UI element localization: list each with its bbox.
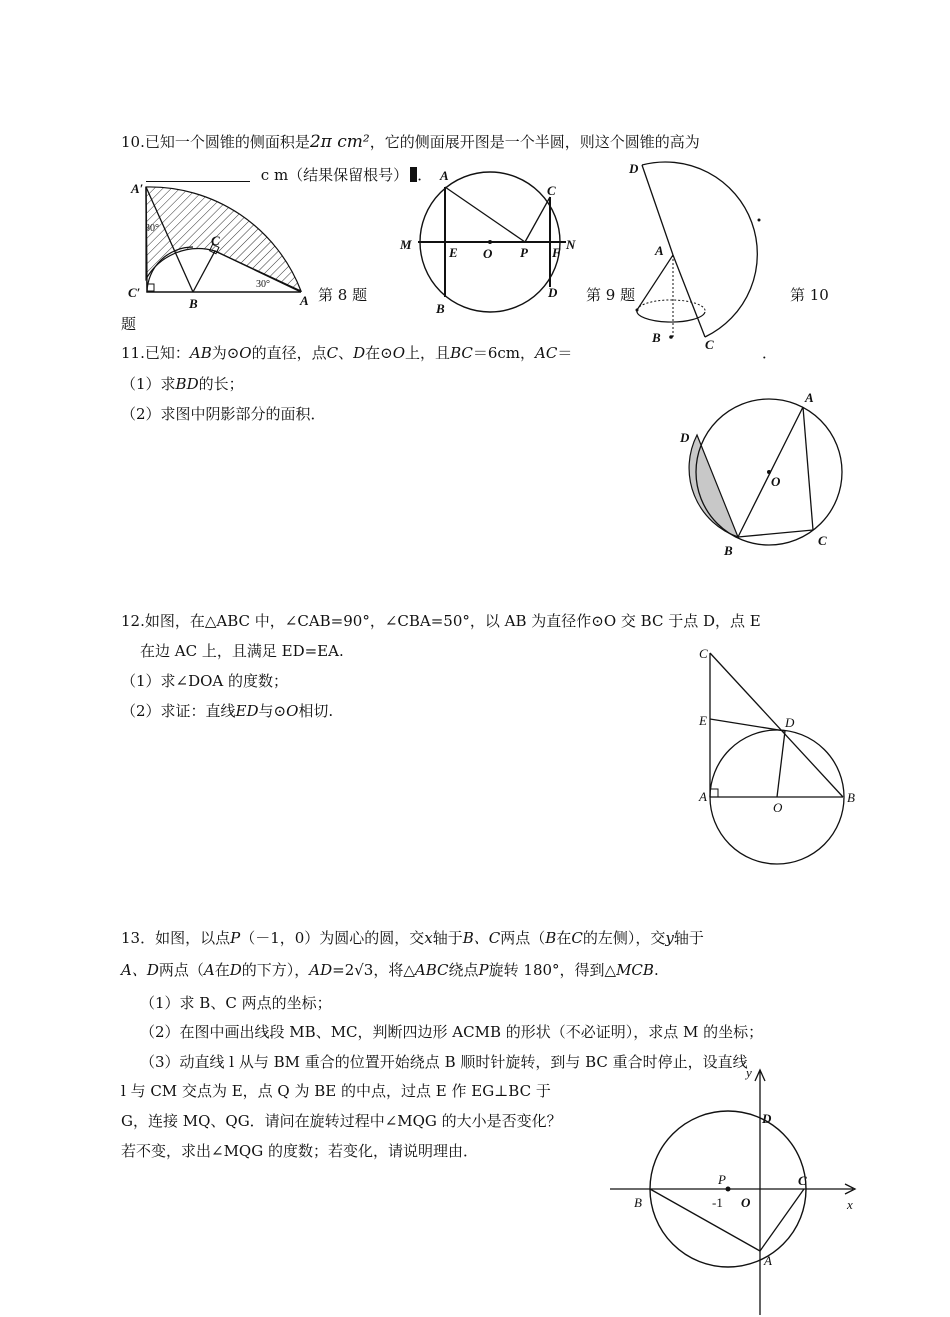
q13-l1-c: 轴于 — [432, 929, 463, 947]
fig13-label-B: B — [634, 1195, 642, 1210]
q13-l2-b: 在 — [214, 961, 230, 979]
q12-part2-c: 相切. — [298, 702, 334, 720]
q12-part2 — [121, 701, 333, 721]
q13-l1-bc: B、C — [462, 929, 501, 947]
q13-l2-d: ，将△ — [373, 961, 415, 979]
fig13-label-A: A — [764, 1253, 772, 1268]
fig13-label-x: x — [847, 1197, 853, 1212]
q13-l2-ad: A、D — [121, 961, 159, 979]
q13-part3-line1: （3）动直线 l 从与 BM 重合的位置开始绕点 B 顺时针旋转，到与 BC 重合时停止，设直线 — [140, 1053, 748, 1071]
fig11-label-D: D — [680, 430, 690, 445]
fig12-label-D: D — [785, 715, 795, 730]
fig12-label-B: B — [847, 790, 855, 805]
q13-l2-eq: =2√3 — [332, 961, 374, 979]
q13-l2-p: P — [478, 961, 489, 979]
fig11-label-B: B — [724, 543, 733, 558]
fig10-label-C: C — [705, 337, 714, 352]
q13-l1-p: P — [230, 929, 241, 947]
q13-part3-line2: l 与 CM 交点为 E，点 Q 为 BE 的中点，过点 E 作 EG⊥BC 于 — [121, 1082, 551, 1100]
fig8-angle-top: 30° — [145, 223, 159, 234]
q13-l1-x: x — [424, 929, 433, 947]
fig10-caption: 第 10 — [790, 286, 829, 304]
q13-l1-e: 在 — [556, 929, 572, 947]
q12-part2-a: （2）求证：直线 — [121, 702, 236, 720]
q11-tail: ． — [762, 344, 778, 362]
q13-l1-g: 轴于 — [673, 929, 704, 947]
figure-10 — [625, 155, 785, 355]
q13-l2-g: . — [653, 961, 659, 979]
q11-ab: AB — [189, 344, 212, 362]
q13-l1-c2: C — [571, 929, 583, 947]
q10-text-a: 10.已知一个圆锥的侧面积是 — [121, 133, 310, 151]
q11-ac: AC — [535, 344, 558, 362]
q13-l1-f: 的左侧），交 — [582, 929, 666, 947]
q13-l1-y: y — [665, 929, 674, 947]
fig11-shaded-segment — [689, 435, 738, 537]
fig8-label-A: A — [300, 293, 309, 308]
fig8-angle-bottom: 30° — [256, 279, 270, 290]
q11-part2: （2）求图中阴影部分的面积． — [121, 405, 326, 423]
q12-line1: 12.如图，在△ABC 中，∠CAB=90°，∠CBA=50°，以 AB 为直径作⊙O 交 BC 于点 D，点 E — [121, 612, 761, 630]
q13-l1-d: 两点（ — [500, 929, 546, 947]
q13-line2 — [121, 960, 659, 980]
fig10-label-D: D — [629, 161, 639, 176]
fig8-label-C: C — [211, 233, 220, 248]
q13-part3-line4: 若不变，求出∠MQG 的度数；若变化，请说明理由． — [121, 1142, 478, 1160]
q11-part1 — [121, 374, 244, 394]
fig9-label-A: A — [440, 168, 449, 183]
q12-part2-b: 与⊙ — [258, 702, 287, 720]
fig12-label-A: A — [699, 789, 707, 804]
q13-l2-ad2: AD — [309, 961, 333, 979]
q11-c: C — [326, 344, 339, 362]
fig10-caption-cont: 题 — [121, 315, 137, 333]
fig8-label-B: B — [189, 296, 198, 311]
q11-t7: ＝6cm， — [472, 344, 536, 362]
fig11-label-A: A — [805, 390, 814, 405]
q11-t5: 在⊙ — [365, 344, 393, 362]
fig9-label-D: D — [548, 285, 558, 300]
fig8-label-C1: C′ — [128, 285, 141, 300]
fig8-label-A1: A′ — [131, 181, 144, 196]
figure-11 — [672, 385, 862, 565]
q13-l2-mcb: MCB — [616, 961, 654, 979]
q11-o: O — [239, 344, 252, 362]
fig9-label-M: M — [400, 237, 412, 252]
fig9-label-N: N — [566, 237, 576, 252]
q13-l1-b: （－1，0）为圆心的圆，交 — [240, 929, 425, 947]
q11-t6: 上，且 — [405, 344, 451, 362]
q11-part1-a: （1）求 — [121, 375, 176, 393]
q13-part1: （1）求 B、C 两点的坐标； — [140, 994, 332, 1012]
q12-part1: （1）求∠DOA 的度数； — [121, 672, 289, 690]
fig10-label-B: B — [652, 330, 661, 345]
q13-line1 — [121, 928, 704, 948]
q13-l2-a2: A — [203, 961, 215, 979]
fig9-label-E: E — [449, 245, 458, 260]
q13-l2-c: 的下方）， — [241, 961, 310, 979]
fig9-label-B: B — [436, 301, 445, 316]
q11-stem — [121, 343, 572, 363]
fig12-label-E: E — [699, 713, 707, 728]
q11-t8: ＝ — [557, 344, 573, 362]
q13-l1-b2: B — [545, 929, 557, 947]
q11-t3: 的直径，点 — [251, 344, 327, 362]
q13-l2-e: 绕点 — [448, 961, 479, 979]
q12-part2-o: O — [286, 702, 299, 720]
q12-part2-var: ED — [235, 702, 259, 720]
fig10-label-A: A — [655, 243, 664, 258]
fig13-label-C: C — [798, 1173, 807, 1188]
figure-12 — [695, 640, 865, 870]
fig9-label-C: C — [547, 183, 556, 198]
fig13-label-D: D — [762, 1111, 772, 1126]
q12-line2: 在边 AC 上，且满足 ED=EA. — [140, 642, 344, 660]
figure-13 — [605, 1065, 865, 1315]
q13-part2: （2）在图中画出线段 MB、MC，判断四边形 ACMB 的形状（不必证明），求点 M 的坐标； — [140, 1023, 764, 1041]
q11-d: D — [353, 344, 366, 362]
q13-part3-line3: G，连接 MQ、QG．请问在旋转过程中∠MQG 的大小是否变化？ — [121, 1112, 562, 1130]
fig12-label-C: C — [699, 646, 708, 661]
q13-l2-a: 两点（ — [158, 961, 204, 979]
q11-t1: 11.已知： — [121, 344, 190, 362]
q11-t4: 、 — [338, 344, 354, 362]
fig11-label-O: O — [771, 474, 781, 489]
fig9-label-O: O — [483, 246, 493, 261]
q10-unit: c m（结果保留根号） — [260, 166, 409, 184]
q11-part1-b: 的长； — [198, 375, 244, 393]
fig12-label-O: O — [773, 800, 783, 815]
q10-area: 2π cm² — [309, 132, 370, 152]
figure-8 — [125, 175, 325, 325]
fig13-label-O: O — [741, 1195, 751, 1210]
fig8-caption: 第 8 题 — [318, 286, 368, 304]
fig13-label-minus1: -1 — [712, 1195, 723, 1210]
q13-l2-d2: D — [229, 961, 242, 979]
q11-bc: BC — [450, 344, 473, 362]
q11-t2: 为⊙ — [211, 344, 240, 362]
q13-l2-f: 旋转 180°，得到△ — [488, 961, 617, 979]
q10-line1 — [121, 132, 700, 152]
q11-o2: O — [392, 344, 406, 362]
q10-text-b: ，它的侧面展开图是一个半圆，则这个圆锥的高为 — [369, 133, 700, 151]
fig11-label-C: C — [818, 533, 827, 548]
q11-part1-var: BD — [175, 375, 199, 393]
figure-9 — [398, 165, 578, 315]
q13-l2-abc: ABC — [414, 961, 449, 979]
fig13-label-P: P — [718, 1172, 726, 1187]
fig9-caption: 第 9 题 — [586, 286, 636, 304]
fig9-label-P: P — [520, 245, 528, 260]
q13-l1-a: 13．如图，以点 — [121, 929, 231, 947]
fig13-label-y: y — [746, 1065, 752, 1080]
q10-tail: ． — [417, 166, 433, 184]
fig9-label-F: F — [552, 245, 561, 260]
